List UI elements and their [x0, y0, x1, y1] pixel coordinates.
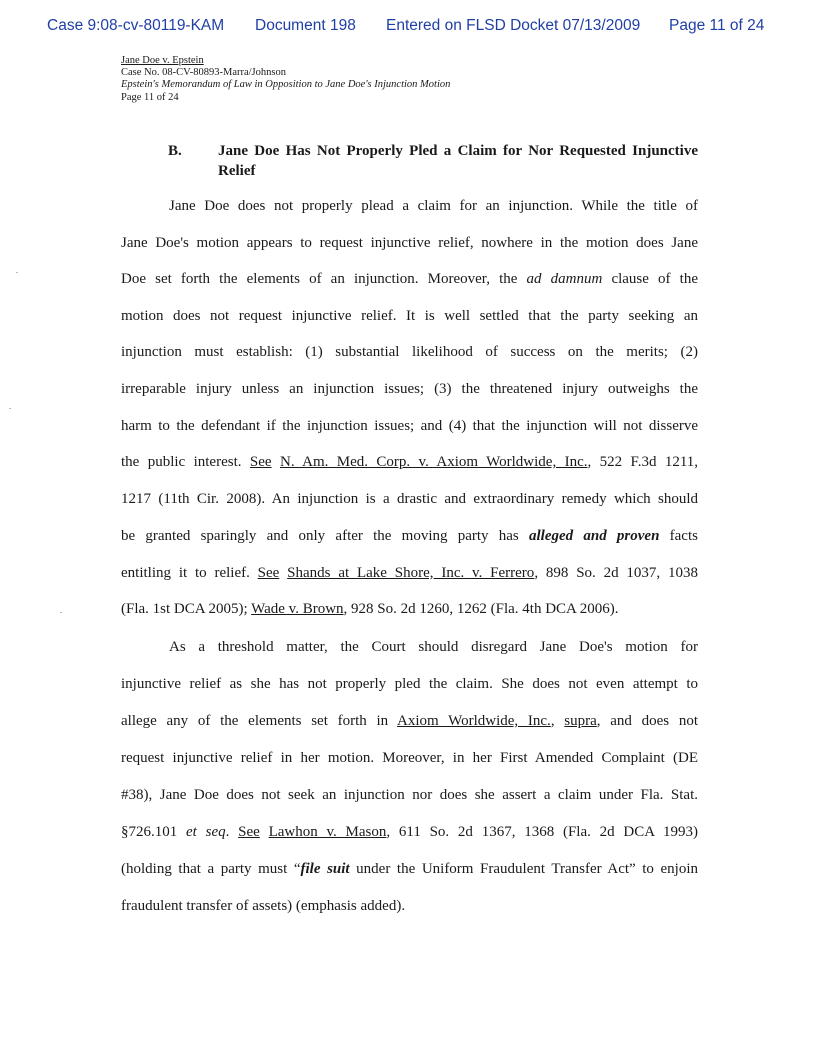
see-signal: See: [257, 565, 280, 581]
paragraph-1-line-6: irreparable injury unless an injunction issues; (3) the threatened injury outweighs the: [121, 381, 698, 397]
et-seq-term: et seq: [186, 824, 226, 840]
see-signal: See: [249, 454, 272, 470]
document-header: [121, 55, 450, 104]
paragraph-2-line-7: (holding that a party must “file suit under the Uniform Fraudulent Transfer Act” to enjoin: [121, 861, 698, 877]
citation-shands: Shands at Lake Shore, Inc. v. Ferrero: [287, 565, 535, 581]
alleged-and-proven-emphasis: alleged and proven: [528, 528, 660, 544]
paragraph-1-line-10: be granted sparingly and only after the moving party has alleged and proven facts: [121, 528, 698, 544]
scan-mark: [60, 612, 62, 613]
scan-mark: [9, 408, 11, 409]
paragraph-2-line-2: injunctive relief as she has not properly pled the claim. She does not even attempt to: [121, 676, 698, 692]
section-letter: B.: [168, 143, 182, 159]
stamp-case-number: Case 9:08-cv-80119-KAM: [47, 17, 225, 34]
citation-axiom-worldwide: N. Am. Med. Corp. v. Axiom Worldwide, Inc.: [279, 454, 588, 470]
scan-mark: [16, 272, 18, 273]
paragraph-2-line-1: As a threshold matter, the Court should disregard Jane Doe's motion for: [169, 639, 698, 655]
paragraph-1-line-12: (Fla. 1st DCA 2005); Wade v. Brown, 928 So. 2d 1260, 1262 (Fla. 4th DCA 2006).: [121, 601, 619, 617]
supra-signal: supra: [564, 713, 597, 729]
court-filing-stamp: [0, 17, 816, 37]
see-signal: See: [238, 824, 260, 840]
paragraph-1-line-7: harm to the defendant if the injunction issues; and (4) that the injunction will not disserve: [121, 418, 698, 434]
paragraph-2-line-6: §726.101 et seq. See Lawhon v. Mason, 611 So. 2d 1367, 1368 (Fla. 2d DCA 1993): [121, 824, 698, 840]
paragraph-2-line-4: request injunctive relief in her motion. Moreover, in her First Amended Complaint (DE: [121, 750, 698, 766]
paragraph-1-line-5: injunction must establish: (1) substantial likelihood of success on the merits; (2): [121, 344, 698, 360]
paragraph-1-line-8: the public interest. See N. Am. Med. Corp. v. Axiom Worldwide, Inc., 522 F.3d 1211,: [121, 454, 698, 470]
stamp-entered-date: Entered on FLSD Docket 07/13/2009: [386, 17, 641, 34]
paragraph-2-line-3: allege any of the elements set forth in Axiom Worldwide, Inc., supra, and does not: [121, 713, 698, 729]
paragraph-1-line-2: Jane Doe's motion appears to request injunctive relief, nowhere in the motion does Jane: [121, 235, 698, 251]
paragraph-1-line-9: 1217 (11th Cir. 2008). An injunction is a drastic and extraordinary remedy which should: [121, 491, 698, 507]
ad-damnum-term: ad damnum: [526, 271, 603, 287]
citation-lawhon-v-mason: Lawhon v. Mason: [268, 824, 387, 840]
header-page: Page 11 of 24: [121, 91, 179, 103]
paragraph-1-line-1: Jane Doe does not properly plead a claim for an injunction. While the title of: [169, 198, 698, 214]
header-caption: Jane Doe v. Epstein: [121, 55, 204, 66]
section-heading: [168, 141, 698, 181]
paragraph-2-line-8: fraudulent transfer of assets) (emphasis added).: [121, 898, 406, 914]
header-case-number: Case No. 08-CV-80893-Marra/Johnson: [121, 67, 286, 79]
citation-wade-v-brown: Wade v. Brown: [251, 601, 344, 617]
header-memo-title: Epstein's Memorandum of Law in Opposition to Jane Doe's Injunction Motion: [121, 79, 451, 91]
citation-axiom-worldwide-short: Axiom Worldwide, Inc.: [397, 713, 551, 729]
paragraph-1-line-11: entitling it to relief. See Shands at Lake Shore, Inc. v. Ferrero, 898 So. 2d 1037, 1038: [121, 565, 698, 581]
paragraph-2-line-5: #38), Jane Doe does not seek an injunction nor does she assert a claim under Fla. Stat.: [121, 787, 698, 803]
stamp-page-number: Page 11 of 24: [669, 17, 765, 34]
file-suit-emphasis: file suit: [300, 861, 350, 877]
paragraph-1-line-3: Doe set forth the elements of an injunction. Moreover, the ad damnum clause of the: [121, 271, 698, 287]
section-title: Jane Doe Has Not Properly Pled a Claim for Nor Requested Injunctive Relief: [218, 143, 698, 179]
paragraph-1-line-4: motion does not request injunctive relief. It is well settled that the party seeking an: [121, 308, 698, 324]
stamp-document-number: Document 198: [255, 17, 356, 34]
